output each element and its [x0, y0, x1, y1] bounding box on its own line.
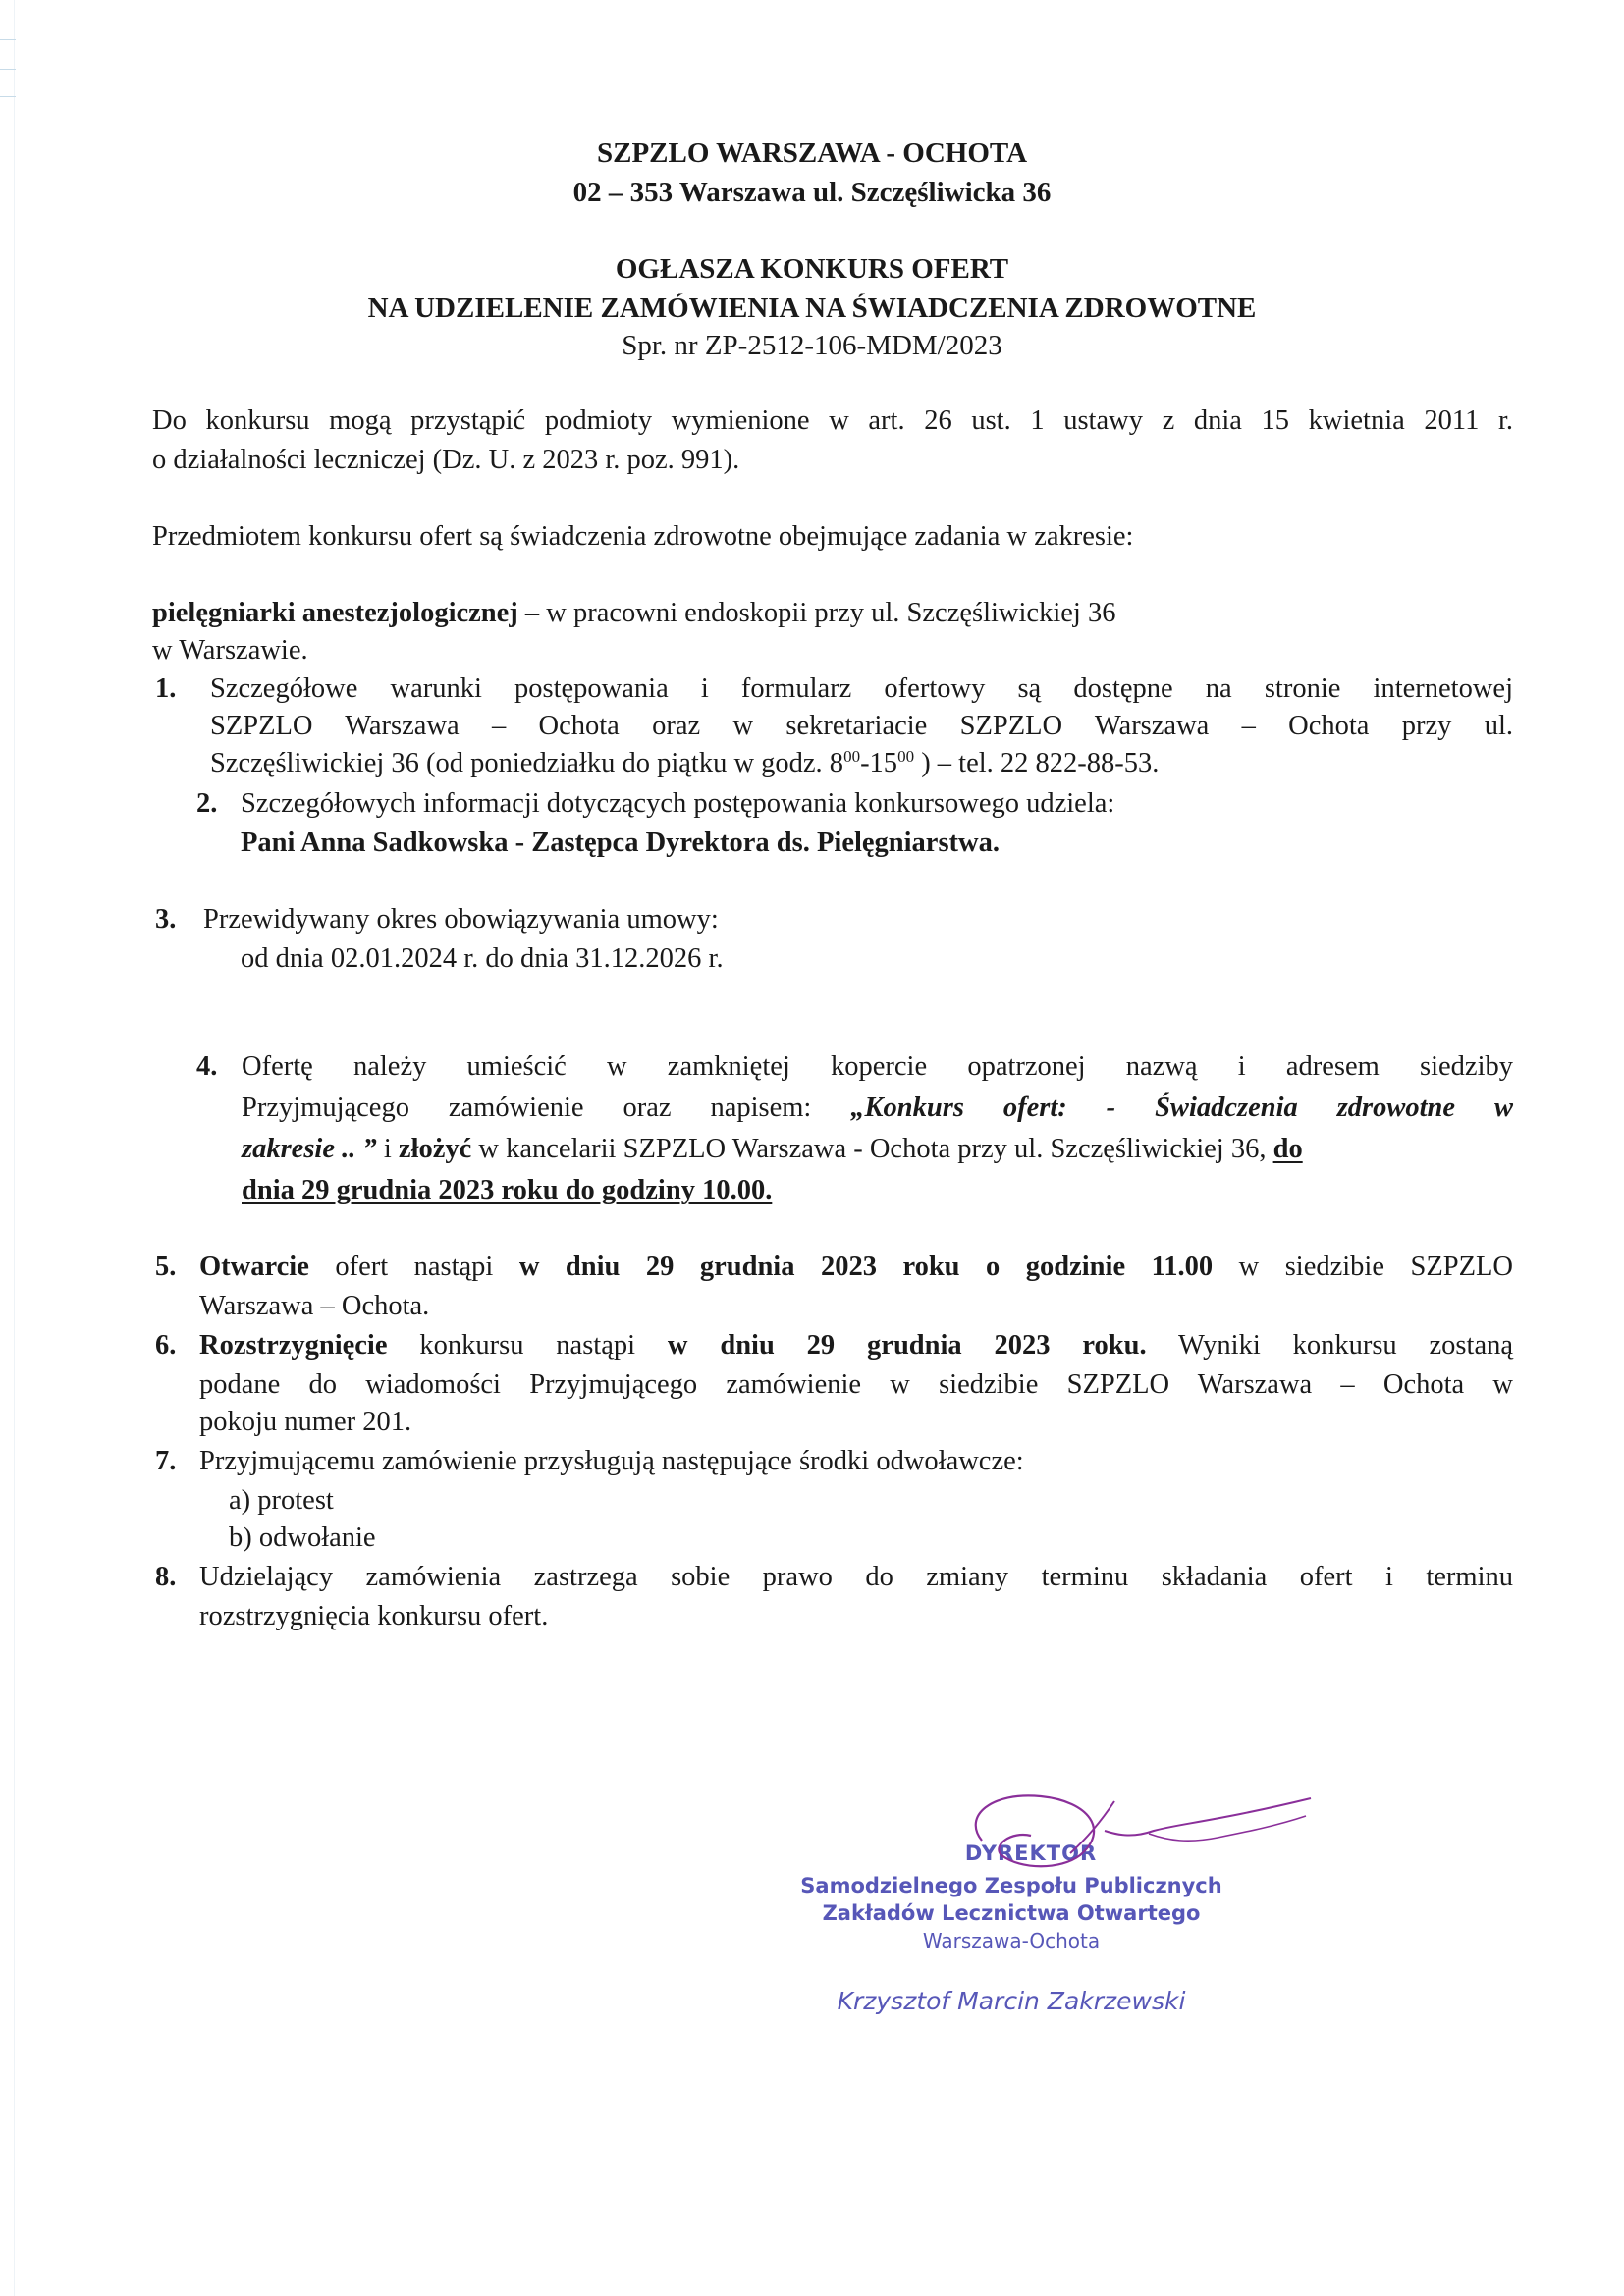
item-1-number: 1.	[155, 673, 177, 704]
item-3-line-1: Przewidywany okres obowiązywania umowy:	[203, 904, 719, 934]
item-4-text-b: i	[376, 1134, 399, 1164]
item-7-number: 7.	[155, 1446, 177, 1476]
item-4-deadline-start: do	[1272, 1134, 1303, 1164]
item-2-number: 2.	[196, 788, 218, 819]
item-7-option-a: a) protest	[229, 1485, 334, 1516]
item-6-bold-c: w dniu 29 grudnia 2023 roku.	[667, 1330, 1147, 1361]
item-7-line-1: Przyjmującemu zamówienie przysługują następujące środki odwoławcze:	[199, 1446, 1024, 1476]
title-line-2: NA UDZIELENIE ZAMÓWIENIA NA ŚWIADCZENIA ZDROWOTNE	[367, 293, 1257, 324]
title-line-1: OGŁASZA KONKURS OFERT	[615, 253, 1009, 285]
signature-image	[923, 1787, 1316, 1885]
item-6-text-b: konkursu nastąpi	[387, 1330, 668, 1361]
item-7-option-b: b) odwołanie	[229, 1522, 376, 1553]
item-4-line-2	[242, 1090, 1513, 1127]
item-5-text-d: w siedzibie SZPZLO	[1213, 1252, 1513, 1282]
scope-bold: pielęgniarki anestezjologicznej	[152, 598, 518, 628]
item-1-sup-2: 00	[897, 747, 915, 766]
item-8-line-1: Udzielający zamówienia zastrzega sobie prawo do zmiany terminu składania ofert i terminu	[199, 1562, 1513, 1592]
item-2-line-2: Pani Anna Sadkowska - Zastępca Dyrektora ds. Pielęgniarstwa.	[241, 828, 1000, 858]
signature-loop	[976, 1795, 1094, 1866]
item-1-line-2: SZPZLO Warszawa – Ochota oraz w sekretariacie SZPZLO Warszawa – Ochota przy ul.	[210, 711, 1513, 741]
scope-rest: – w pracowni endoskopii przy ul. Szczęśliwickiej 36	[517, 598, 1116, 628]
item-3-line-2: od dnia 02.01.2024 r. do dnia 31.12.2026 r.	[241, 943, 724, 974]
item-4-deposit: złożyć	[398, 1134, 472, 1164]
item-4-quote: „Konkurs ofert: - Świadczenia zdrowotne w	[850, 1093, 1513, 1123]
item-6-line-3: pokoju numer 201.	[199, 1407, 412, 1437]
item-4-line-3	[242, 1131, 1513, 1168]
stamp-line-1: Samodzielnego Zespołu Publicznych	[800, 1874, 1222, 1897]
stamp-line-2: Zakładów Lecznictwa Otwartego	[822, 1901, 1201, 1925]
intro-line-1: Do konkursu mogą przystąpić podmioty wymienione w art. 26 ust. 1 ustawy z dnia 15 kwietnia 2011 r.	[152, 405, 1513, 436]
stamp-line-3: Warszawa-Ochota	[922, 1929, 1101, 1952]
item-2-line-1: Szczegółowych informacji dotyczących postępowania konkursowego udziela:	[241, 788, 1115, 819]
signature-stroke	[1070, 1798, 1311, 1853]
item-5-bold-c: w dniu 29 grudnia 2023 roku o godzinie 11.00	[518, 1252, 1214, 1282]
scope-line-1	[152, 595, 1115, 632]
item-8-line-2: rozstrzygnięcia konkursu ofert.	[199, 1601, 549, 1631]
item-6-line-1	[199, 1327, 1513, 1364]
subject-line: Przedmiotem konkursu ofert są świadczenia zdrowotne obejmujące zadania w zakresie:	[152, 521, 1134, 552]
intro-line-2: o działalności leczniczej (Dz. U. z 2023 r. poz. 991).	[152, 445, 740, 475]
item-4-deadline-text: dnia 29 grudnia 2023 roku do godziny 10.00.	[242, 1175, 773, 1205]
item-5-bold-a: Otwarcie	[199, 1252, 309, 1282]
org-address: 02 – 353 Warszawa ul. Szczęśliwicka 36	[572, 177, 1052, 208]
item-6-bold-a: Rozstrzygnięcie	[199, 1330, 388, 1361]
stamp-title: DYREKTOR	[964, 1842, 1098, 1865]
case-number: Spr. nr ZP-2512-106-MDM/2023	[622, 330, 1002, 361]
item-4-deadline	[242, 1172, 772, 1209]
item-6-line-2: podane do wiadomości Przyjmującego zamówienie w siedzibie SZPZLO Warszawa – Ochota w	[199, 1369, 1513, 1400]
item-5-text-b: ofert nastąpi	[308, 1252, 519, 1282]
item-6-text-d: Wyniki konkursu zostaną	[1146, 1330, 1513, 1361]
item-1-text-c: ) – tel. 22 822-88-53.	[914, 748, 1160, 778]
scan-mark	[0, 96, 16, 97]
item-8-number: 8.	[155, 1562, 177, 1592]
item-1-sup-1: 00	[843, 747, 861, 766]
item-4-number: 4.	[196, 1051, 218, 1082]
item-1-line-3	[210, 745, 1159, 782]
item-1-line-1: Szczegółowe warunki postępowania i formularz ofertowy są dostępne na stronie internetowej	[210, 673, 1513, 704]
item-4-quote-end: zakresie .. ”	[242, 1134, 377, 1164]
signature-tail	[1149, 1816, 1306, 1841]
scan-mark	[0, 39, 16, 40]
item-5-number: 5.	[155, 1252, 177, 1282]
item-4-text-a: Przyjmującego zamówienie oraz napisem:	[242, 1093, 851, 1123]
item-5-line-1	[199, 1249, 1513, 1286]
scan-mark	[0, 69, 16, 70]
item-1-text-a: Szczęśliwickiej 36 (od poniedziałku do piątku w godz. 8	[210, 748, 844, 778]
scope-line-2: w Warszawie.	[152, 635, 308, 666]
item-4-text-d: w kancelarii SZPZLO Warszawa - Ochota przy ul. Szczęśliwickiej 36,	[471, 1134, 1273, 1164]
item-6-number: 6.	[155, 1330, 177, 1361]
item-5-line-2: Warszawa – Ochota.	[199, 1291, 430, 1321]
item-1-text-b: -15	[860, 748, 898, 778]
stamp-name: Krzysztof Marcin Zakrzewski	[837, 1987, 1186, 2015]
item-4-line-1: Ofertę należy umieścić w zamkniętej kopercie opatrzonej nazwą i adresem siedziby	[242, 1051, 1513, 1082]
item-3-number: 3.	[155, 904, 177, 934]
org-name: SZPZLO WARSZAWA - OCHOTA	[596, 137, 1028, 169]
